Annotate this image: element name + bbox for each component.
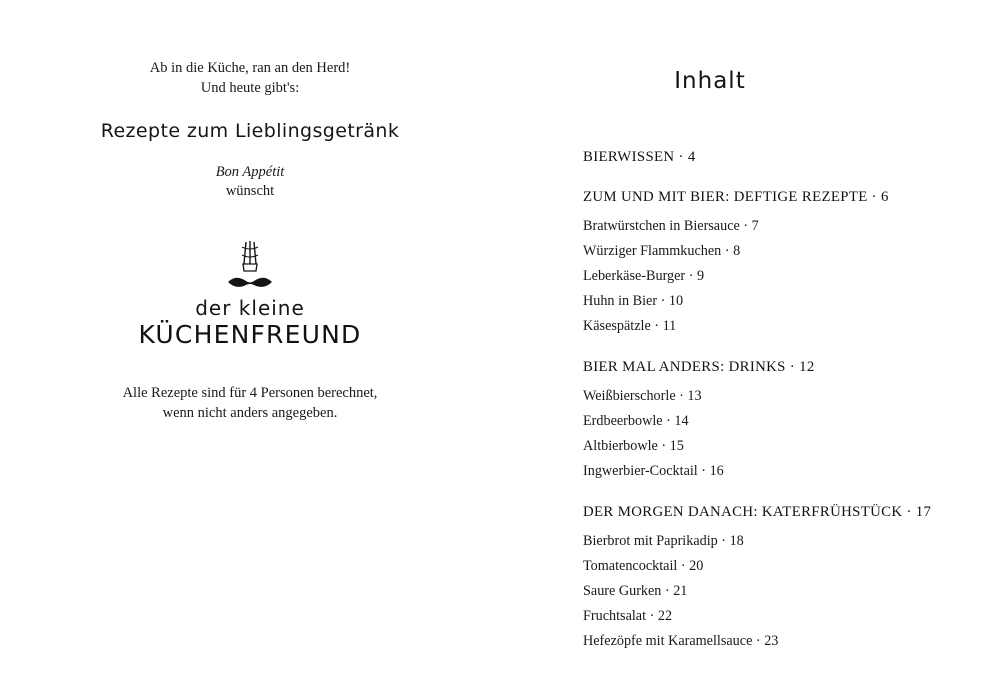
toc-entry[interactable]: Würziger Flammkuchen · 8 — [583, 243, 741, 259]
toc-group — [583, 186, 983, 339]
toc-entry[interactable]: Altbierbowle · 15 — [583, 438, 684, 454]
toc-entry[interactable]: Saure Gurken · 21 — [583, 583, 688, 599]
intro-line-2: Und heute gibt's: — [200, 80, 300, 96]
toc-entry[interactable]: Tomatencocktail · 20 — [583, 558, 704, 574]
logo-script-text: der kleine — [195, 296, 305, 320]
toc-entry[interactable]: Ingwerbier-Cocktail · 16 — [583, 463, 724, 479]
toc-group — [583, 356, 983, 484]
book-subtitle: Rezepte zum Lieblingsgetränk — [100, 120, 400, 142]
toc-group — [583, 146, 983, 169]
toc-heading[interactable]: DER MORGEN DANACH: KATERFRÜHSTÜCK · 17 — [583, 504, 932, 520]
intro-line-1: Ab in die Küche, ran an den Herd! — [149, 60, 351, 76]
table-of-contents — [583, 146, 983, 671]
toc-entry[interactable]: Erdbeerbowle · 14 — [583, 413, 689, 429]
right-page — [500, 0, 1000, 696]
toc-entry[interactable]: Käsespätzle · 11 — [583, 318, 677, 334]
toc-heading[interactable]: BIER MAL ANDERS: DRINKS · 12 — [583, 359, 815, 375]
wunscht-text: wünscht — [225, 183, 275, 199]
logo-name-text: KÜCHENFREUND — [138, 320, 362, 349]
toc-entry[interactable]: Huhn in Bier · 10 — [583, 293, 684, 309]
toc-heading[interactable]: BIERWISSEN · 4 — [583, 149, 696, 165]
toc-entry[interactable]: Leberkäse-Burger · 9 — [583, 268, 705, 284]
toc-entry[interactable]: Fruchtsalat · 22 — [583, 608, 673, 624]
toc-entry[interactable]: Hefezöpfe mit Karamellsauce · 23 — [583, 633, 779, 649]
serving-note-line-1: Alle Rezepte sind für 4 Personen berechnet, — [122, 385, 378, 401]
toc-heading[interactable]: ZUM UND MIT BIER: DEFTIGE REZEPTE · 6 — [583, 189, 889, 205]
serving-note-line-2: wenn nicht anders angegeben. — [162, 405, 338, 421]
bon-appetit-text: Bon Appétit — [215, 164, 285, 180]
publisher-logo — [0, 238, 500, 349]
serving-note — [0, 383, 500, 423]
toc-entry[interactable]: Weißbierschorle · 13 — [583, 388, 702, 404]
moustache-and-whisk-icon — [220, 238, 280, 294]
toc-entry[interactable]: Bratwürstchen in Biersauce · 7 — [583, 218, 759, 234]
toc-entry[interactable]: Bierbrot mit Paprikadip · 18 — [583, 533, 744, 549]
intro-block — [0, 58, 500, 200]
page-title: Inhalt — [674, 68, 746, 94]
toc-group — [583, 501, 983, 654]
